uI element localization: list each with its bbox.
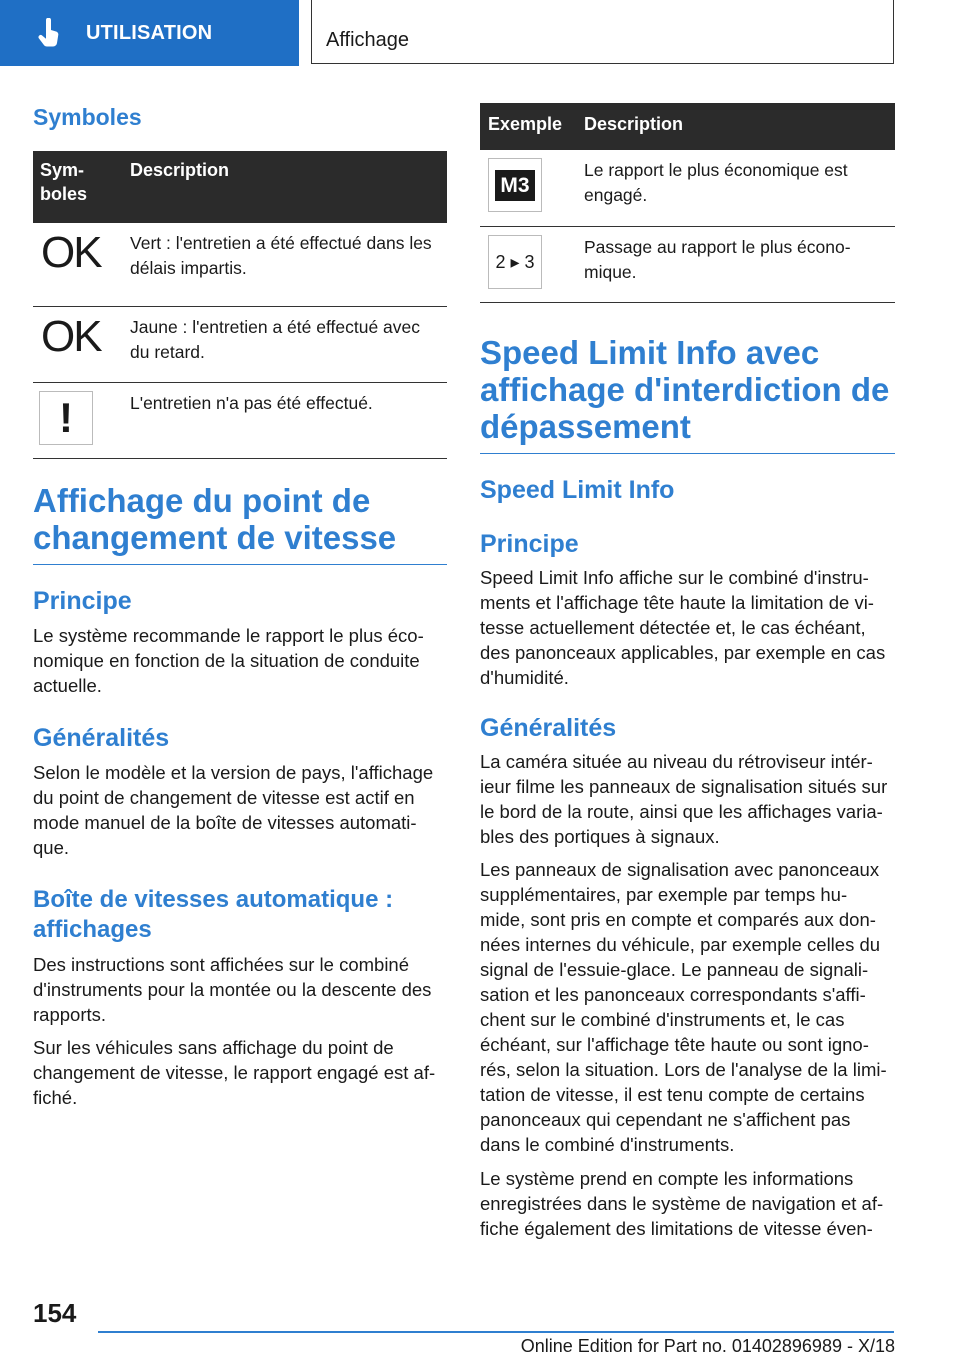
boite-text-2: Sur les véhicules sans affichage du point de changement de vitesse, le rapport engagé est af‐ fiché. — [33, 1037, 436, 1108]
table-header-row — [33, 151, 447, 223]
generalites-heading: Généralités — [33, 724, 170, 752]
table-header-example: Exemple — [480, 103, 578, 150]
section-label: UTILISATION — [86, 21, 213, 44]
example-cell — [480, 227, 578, 303]
edition-text: Online Edition for Part no. 01402896989 - X/18 — [520, 1336, 895, 1356]
example-table — [480, 103, 895, 303]
boite-text-1: Des instructions sont affichées sur le combiné d'instruments pour la montée ou la descente des rapports. — [33, 954, 432, 1025]
principe-text: Speed Limit Info affiche sur le combiné d'instru‐ ments et l'affichage tête haute la limitation de vi‐ tesse actuellement détectée et, le cas échéant, des panonceaux applicables, par exemple en cas d'humidité. — [480, 567, 886, 688]
gear-m3-icon: M3 — [488, 158, 542, 212]
ok-yellow-icon: OK — [41, 312, 101, 361]
description-cell: Le rapport le plus économique est engagé. — [578, 150, 895, 227]
generalites-heading: Généralités — [480, 714, 617, 742]
symbols-heading: Symboles — [33, 104, 142, 130]
hand-pointer-icon — [38, 16, 68, 50]
speed-limit-info-heading: Speed Limit Info — [480, 476, 675, 504]
example-cell — [480, 150, 578, 227]
description-cell: L'entretien n'a pas été effectué. — [122, 383, 447, 459]
description-cell: Passage au rapport le plus écono‐ mique. — [578, 227, 895, 303]
ok-green-icon: OK — [41, 228, 101, 277]
section-title: Speed Limit Info avec affichage d'interdiction de dépassement — [480, 334, 895, 454]
boite-heading: Boîte de vitesses automatique : affichages — [33, 886, 394, 943]
principe-heading: Principe — [480, 530, 579, 558]
symbol-cell — [33, 223, 122, 307]
symbol-cell — [33, 383, 122, 459]
topic-tab — [311, 0, 894, 64]
symbols-table — [33, 151, 447, 459]
principe-heading: Principe — [33, 587, 132, 615]
table-header-symbols: Sym‐ boles — [33, 151, 122, 223]
page-header — [0, 0, 960, 66]
generalites-text-1: La caméra située au niveau du rétroviseur intér‐ ieur filme les panneaux de signalisation situés sur le bord de la route, ainsi que les affichages varia‐ bles des portiques à signaux. — [480, 751, 888, 847]
upshift-2-to-3-icon: 2 ▸ 3 — [488, 235, 542, 289]
table-row — [33, 383, 447, 459]
table-header-row — [480, 103, 895, 150]
table-header-description: Description — [578, 103, 895, 150]
section-tab — [0, 0, 299, 66]
generalites-text: Selon le modèle et la version de pays, l'affichage du point de changement de vitesse est actif en mode manuel de la boîte de vitesses automati‐ que. — [33, 762, 434, 858]
page-number: 154 — [33, 1298, 77, 1328]
description-cell: Jaune : l'entretien a été effectué avec du retard. — [122, 307, 447, 383]
exclamation-icon: ! — [39, 391, 93, 445]
table-row — [33, 223, 447, 307]
table-row — [480, 150, 895, 227]
table-header-description: Description — [122, 151, 447, 223]
description-cell: Vert : l'entretien a été effectué dans les délais impartis. — [122, 223, 447, 307]
footer-divider — [98, 1331, 894, 1333]
topic-label: Affichage — [326, 29, 410, 51]
symbol-cell — [33, 307, 122, 383]
table-row — [480, 227, 895, 303]
principe-text: Le système recommande le rapport le plus éco‐ nomique en fonction de la situation de conduite actuelle. — [33, 625, 424, 696]
section-title: Affichage du point de changement de vitesse — [33, 482, 447, 565]
table-row — [33, 307, 447, 383]
generalites-text-2: Les panneaux de signalisation avec panonceaux supplémentaires, par exemple par temps hu‐ mide, sont pris en compte et comparés aux don‐ nées internes du véhicule, par exemple celles du signal de l'essuie-glace. Le panneau de signali‐ sation et les panonceaux correspondants s'affi‐ chent sur le combiné d'instruments et, le cas échéant, sur l'affichage tête haute ou sont igno‐ rés, selon la situation. Lors de l'analyse de la limi‐ tation de vitesse, il est tenu compte de certains panonceaux qui cependant ne s'affichent pas dans le combiné d'instruments. — [480, 859, 887, 1155]
generalites-text-3: Le système prend en compte les informations enregistrées dans le système de navigation et af‐ fiche également des limitations de vitesse éven‐ — [480, 1168, 884, 1239]
